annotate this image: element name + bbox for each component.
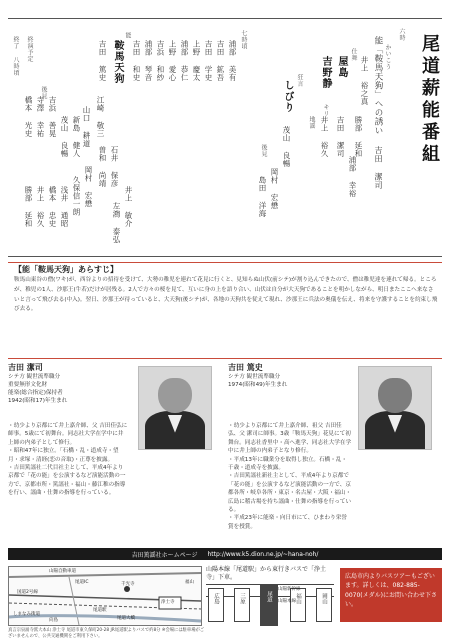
noh-jiutai-3: 茂山 良暢	[60, 116, 69, 158]
noh-hayashi-4: 左鴻 泰弘	[112, 202, 121, 244]
noh-koken-2: 寺澤 幸祐	[36, 96, 45, 138]
shimai2-performer: 井上 裕久	[320, 116, 329, 158]
profile-yoshida-kiyoshi	[8, 362, 220, 542]
program-title: 尾道薪能番組	[419, 34, 440, 166]
noh-hayashi-5: 山口 耕道	[82, 106, 91, 148]
top-rule	[8, 18, 442, 19]
profile2-bio	[228, 422, 352, 531]
homepage-bar	[8, 548, 442, 560]
synopsis-body: 鞍馬山東谷の僧(ワキ)が、西谷よりの招待を受けて、大勢の稚児を連れて花見に行くと、見知らぬ山伏(前シテ)が割り込んできたので、僧は稚児達を連れて帰る。ところが、稚児の1人、沙那王(牛若)だけが居残る。2人で方々の桜を見て、互いに身の上を語り合い、山伏は自分が大天狗であることを明かしながら、明日またここへ来なさいと言って飛び去る(中入)。翌日、沙那王が待っていると、大天狗(後シテ)が、各地の天狗共を従えて現れ、沙那王に兵法の奥儀を伝え、将来を守護することを約束し飛び去る。	[14, 277, 438, 313]
shimai2-note: キリ	[322, 104, 329, 117]
profile2-bio-2: ・平成13年に職業分を取得し独立。石橋・乱・千歳・道成寺を披露。	[228, 456, 347, 471]
noh-hayashi-2: 曽和 尚靖	[98, 146, 107, 188]
map-label-expressway: 山陽自動車道	[49, 569, 76, 574]
access-text: 山陽本線「尾道駅」から東行きバスで「浄土寺」下車。	[206, 566, 327, 582]
station-mihara: 三原	[234, 588, 250, 622]
mid-rule	[8, 256, 442, 257]
map-label-route2: 国道2号線	[17, 590, 38, 595]
profile2-info-2: 1974(昭和49)年生まれ	[228, 382, 288, 389]
noh-hayashi-3: 井上 敏介	[124, 186, 133, 228]
profile1-bio-3: ・吉田篤謡社二代目社主として、平成4年より京都で「花の能」を公演するなど演能活動の一方で、京都市所・篤謡社・福山・藤江稚の指導を行い、謡曲・仕舞の指導を行っている。	[8, 464, 126, 497]
map-label-onomichi-ic: 尾道IC	[75, 580, 89, 585]
kyogen-cast1: 茂山 良暢	[282, 126, 291, 168]
noh-jiutai-1: 岡村 宏懋	[84, 166, 93, 208]
synopsis-top-rule	[8, 262, 442, 263]
noh-jiutai-2: 新島 健人	[72, 116, 81, 158]
map-label-senkoji: 千光寺	[121, 582, 135, 587]
noh-tsure-2: 吉田 鉱吾	[216, 40, 225, 82]
map-label-shimanami: しまなみ街道	[13, 612, 40, 617]
access-info	[206, 566, 334, 630]
jiutai-3: 浦部 幸裕	[348, 156, 357, 198]
line-sanyo: 山陽本線	[278, 599, 296, 604]
profile1-info-1: シテ方 観世流準職分	[8, 374, 61, 380]
kyogen-koken-label: 後見	[260, 144, 267, 157]
homepage-link[interactable]: http://www.k5.dion.ne.jp/~hana-noh/	[207, 550, 319, 558]
station-fukuyama: 福山	[290, 588, 306, 622]
profile1-info-4: 1942(昭和17)年生まれ	[8, 398, 68, 405]
noh-koken-label: 後見	[40, 86, 47, 99]
noh-jiutai-5: 浅井 通昭	[60, 186, 69, 228]
profile1-info-3: 能楽(総合指定)保持者	[8, 390, 63, 397]
shimai1-title: 屋島	[336, 56, 347, 78]
jiutai-label: 地謡	[308, 116, 315, 129]
noh-tsure-9: 吉田 和史	[132, 40, 141, 82]
shimai-label: 仕舞	[350, 48, 357, 61]
program-section	[8, 26, 442, 254]
noh-koken-4: 勝部 延和	[24, 186, 33, 228]
noh-tsure-7: 吉浜 和紗	[156, 40, 165, 82]
noh-jiutai-4: 久保信一朗	[72, 176, 81, 216]
kyogen-label: 狂言	[296, 74, 303, 87]
time-opening: 六時	[398, 28, 405, 41]
map-label-station: 尾道駅	[93, 608, 107, 613]
station-hiroshima: 広島	[208, 588, 224, 622]
time-second: 七時頃	[240, 30, 247, 50]
profile2-photo	[358, 366, 432, 450]
end-note: 終了 八時頃	[12, 36, 19, 76]
bus-tour-notice: 広島市内よりバスツアーもございます。詳しくは、082-885-0070(メダル)にお問い合わせ下さい。	[340, 568, 442, 622]
noh-tsure-4: 上野 慶太	[192, 40, 201, 82]
shimai2-title: 吉野静	[320, 56, 331, 89]
kaiko-performer: 吉田 潔司	[374, 146, 383, 190]
noh-tsure-1: 浦部 美有	[228, 40, 237, 82]
jiutai-2: 勝部 延和	[354, 116, 363, 158]
map-label-fukuyama: 福山	[185, 580, 194, 585]
noh-title: 鞍馬天狗	[112, 40, 123, 84]
profile-yoshida-atsushi	[228, 362, 440, 542]
noh-jiutai-6: 橋本 忠史	[48, 186, 57, 228]
map-label-jodoji: 浄土寺	[161, 600, 175, 605]
profile1-name: 吉田 潔司	[8, 363, 43, 372]
jiutai-1: 井上 裕之真	[360, 56, 369, 106]
profile2-bio-4: ・平成23年に能楽・向日市にて、ひまわり栄誉賞を授賞。	[228, 515, 347, 530]
kaiko-text: 能「鞍馬天狗」への誘い	[373, 36, 383, 135]
station-okayama: 岡山	[316, 588, 332, 622]
station-onomichi: 尾道	[260, 584, 278, 626]
profile1-bio	[8, 422, 128, 498]
profile1-bio-1: ・幼少より京都にて井上嘉介師、父 吉田佳弘に師事。5歳にて初舞台。同志社大学在学中に井上師の内弟子として修行。	[8, 423, 128, 446]
line-shinkansen: 山陽新幹線	[278, 587, 301, 592]
end-small: 終演予定	[26, 36, 33, 62]
map-label-mukaishima: 向島	[49, 618, 58, 623]
noh-label: 能	[124, 32, 131, 39]
noh-tsure-8: 浦部 琴音	[144, 40, 153, 82]
noh-koken-1: 吉浜 善晃	[48, 96, 57, 138]
venue-footnote: 真言宗泉涌寺派大本山 浄土寺 尾道市東久保町20-28 JR尾道駅よりバスで約8分 ※会場には駐車場がございませんので、公共交通機関をご利用下さい。	[8, 628, 205, 639]
noh-shite: 吉田 篤史	[98, 40, 107, 82]
kyogen-koken: 島田 洋海	[258, 176, 267, 218]
profile2-bio-1: ・幼少より京都にて井上嘉介師、祖父 吉田佳弘、父 潔司に師事。3歳「鞍馬天狗」花見にて初舞台。同志社香里中・高へ進学、同志社大学在学中に井上師の内弟子となり修行。	[228, 423, 352, 455]
profile1-info-2: 重要無形文化財	[8, 382, 48, 389]
noh-tsure-3: 吉田 学史	[204, 40, 213, 82]
map-label-bridge: 尾道大橋	[117, 616, 135, 621]
profile2-info-1: シテ方 観世流準職分	[228, 374, 281, 380]
profile1-photo	[138, 366, 212, 450]
profile2-name: 吉田 篤史	[228, 363, 263, 372]
kyogen-title: しびり	[282, 80, 293, 113]
shimai1-performer: 吉田 潔司	[336, 116, 345, 158]
noh-hayashi-1: 石井 保彦	[110, 146, 119, 188]
noh-waki: 江崎 敬三	[96, 96, 105, 138]
noh-tsure-5: 浦部 恭仁	[180, 40, 189, 82]
kaiko-ruby: かいこう	[384, 44, 391, 70]
profile2-bio-3: ・吉田篤謡社新社主として、平成4年より京都で「花の能」を公演するなど演能活動の一方で、京都各所・岐阜各所・東京・名古屋・大阪・福山・広島に稽古場を持ち謡曲・仕舞の指導を行っている。	[228, 473, 352, 513]
noh-koken-3: 橋本 光史	[24, 96, 33, 138]
access-map	[8, 566, 202, 626]
synopsis-section	[8, 264, 442, 360]
noh-tsure-6: 上野 愛心	[168, 40, 177, 82]
homepage-label: 吉田篤謡社ホームページ	[131, 551, 198, 559]
synopsis-bottom-rule	[8, 358, 442, 359]
synopsis-title: 【能「鞍馬天狗」あらすじ】	[14, 265, 118, 274]
kyogen-cast2: 岡村 宏懋	[270, 168, 279, 210]
noh-jiutai-7: 井上 裕久	[36, 186, 45, 228]
profile1-bio-2: ・昭和47年に独立。「石橋・乱・道成寺・望月・求塚・清経(恋の音取)・正尊を披露。	[8, 448, 119, 463]
